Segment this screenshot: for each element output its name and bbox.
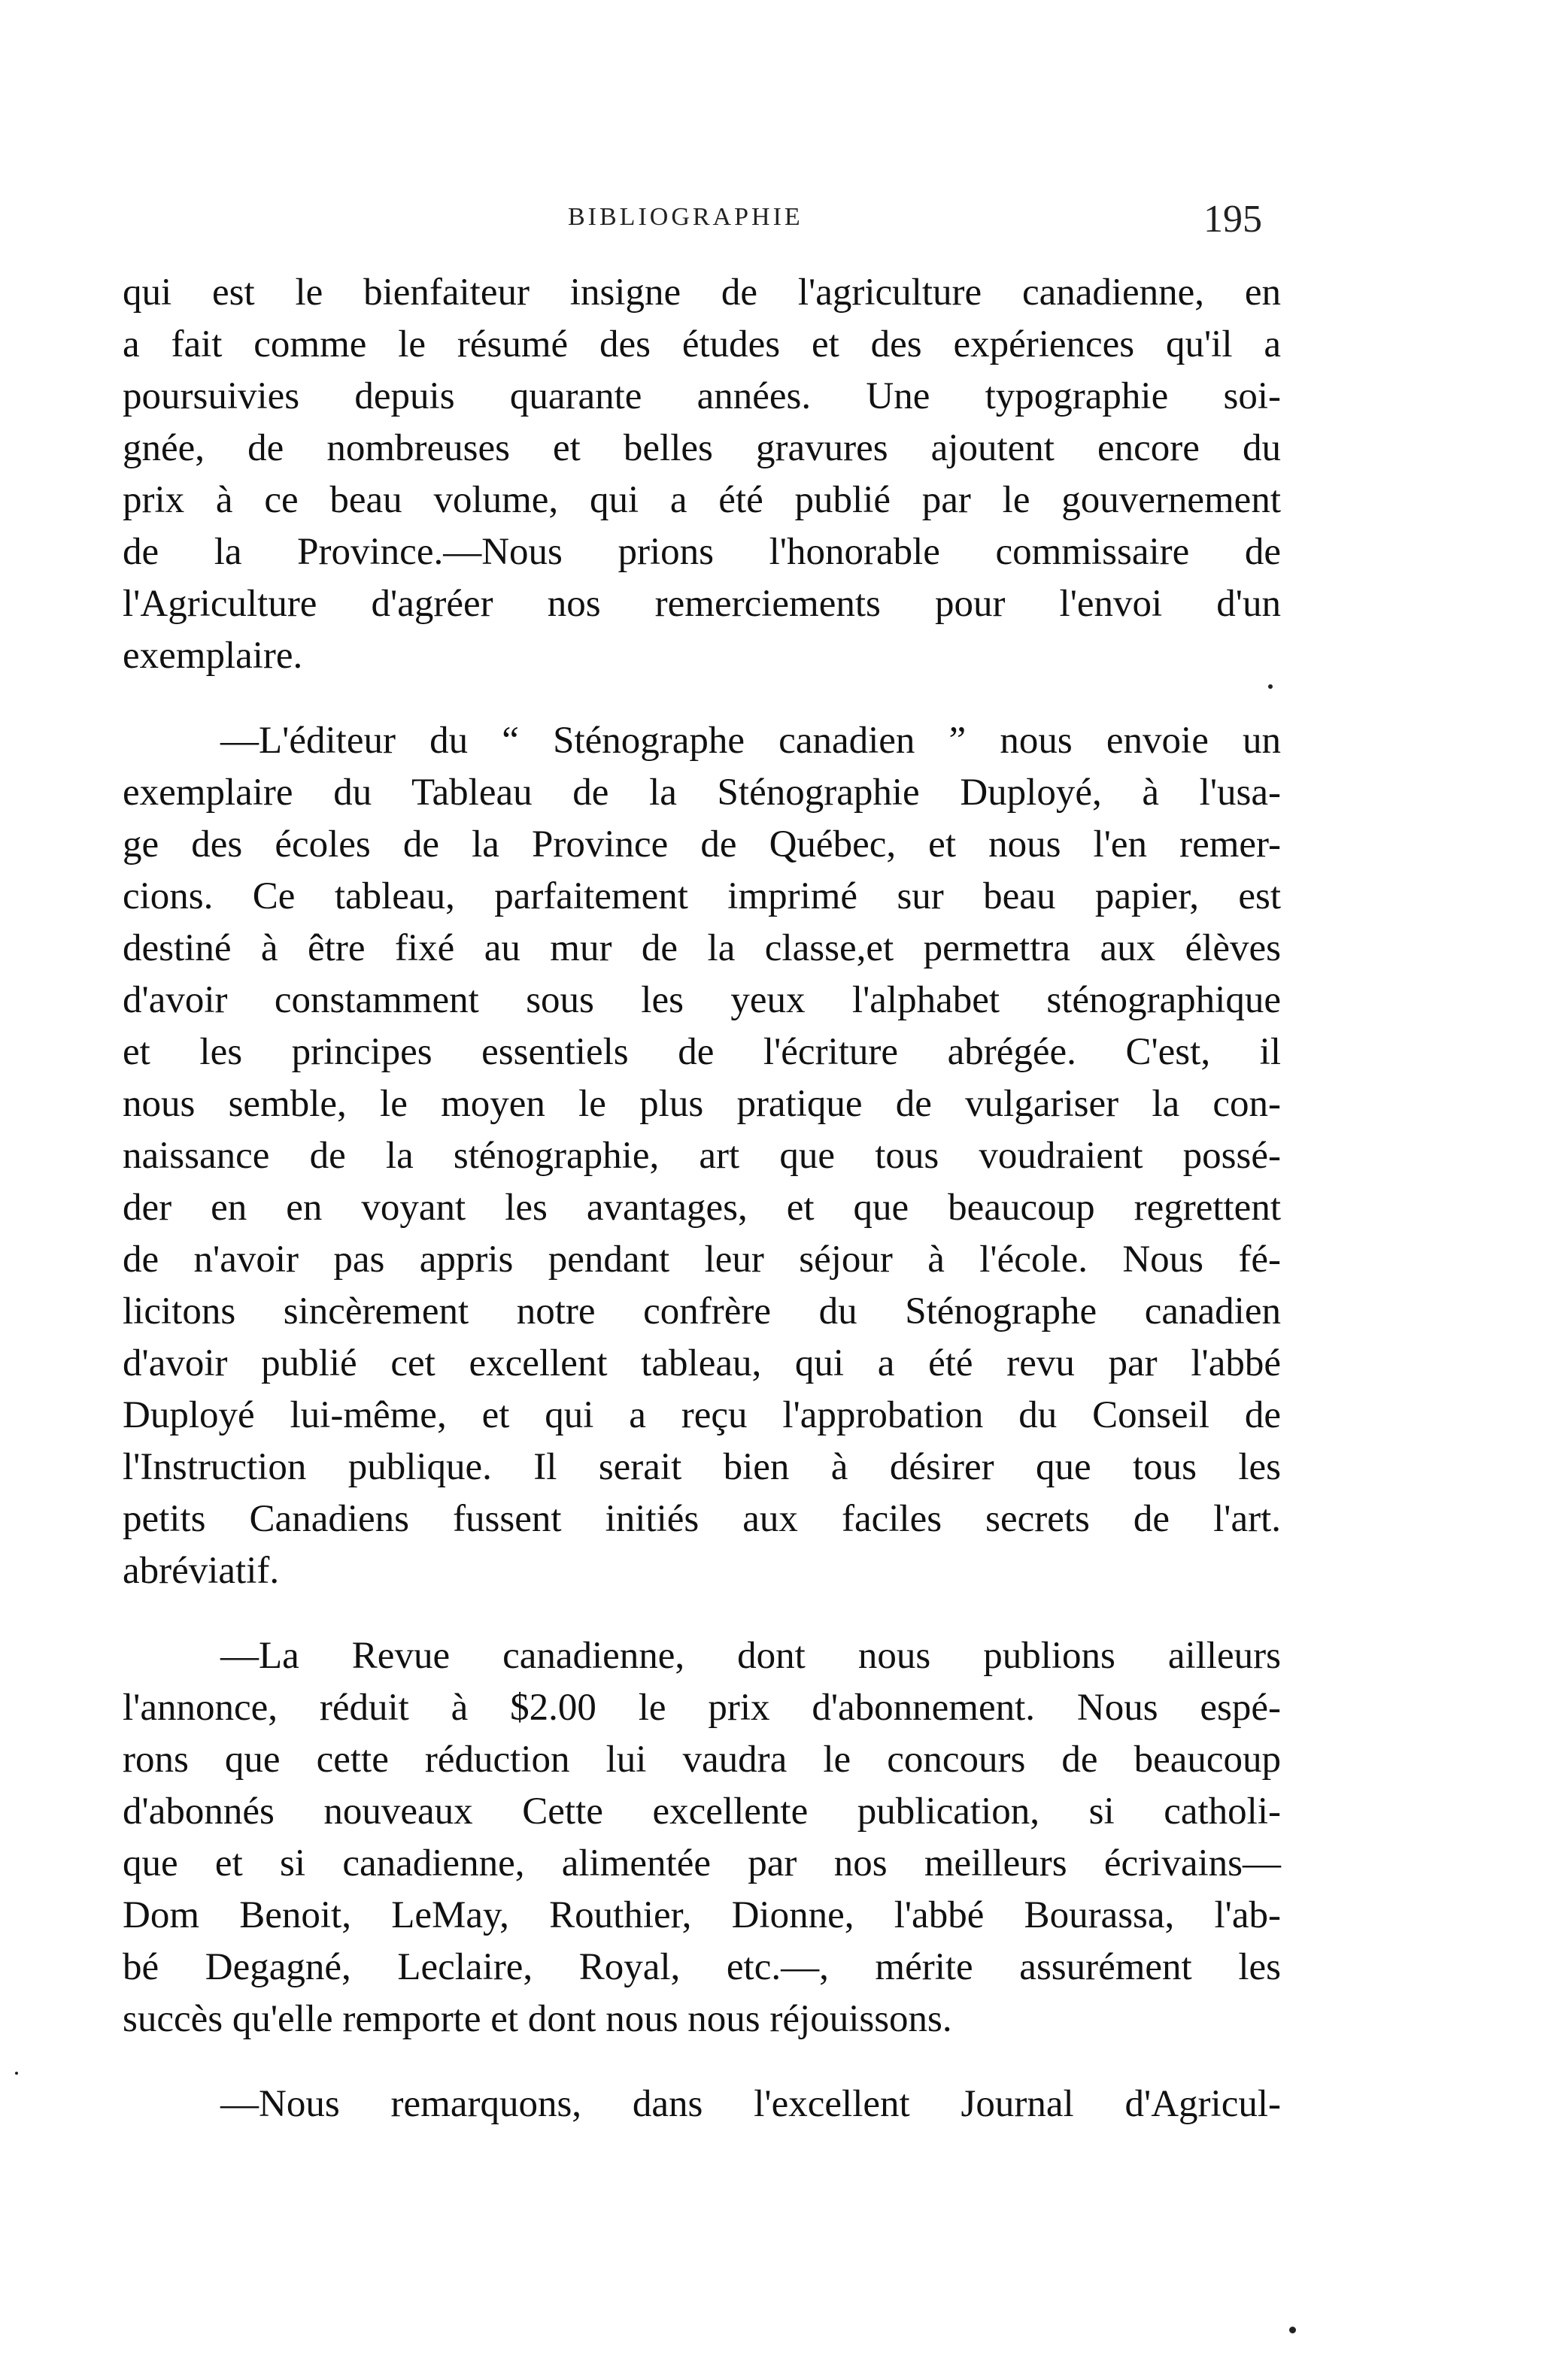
text-line: l'Instruction publique. Il serait bien à désirer que tous les bbox=[123, 1446, 1281, 1488]
text-line: rons que cette réduction lui vaudra le concours de beaucoup bbox=[123, 1739, 1281, 1781]
ink-speck bbox=[1289, 2327, 1296, 2333]
text-line: abréviatif. bbox=[123, 1550, 280, 1592]
text-line: licitons sincèrement notre confrère du Sténographe canadien bbox=[123, 1290, 1281, 1332]
text-line: destiné à être fixé au mur de la classe,et permettra aux élèves bbox=[123, 927, 1281, 969]
text-line: l'Agriculture d'agréer nos remerciements pour l'envoi d'un bbox=[123, 583, 1281, 625]
running-title: BIBLIOGRAPHIE bbox=[568, 203, 803, 231]
text-line: succès qu'elle remporte et dont nous nous réjouissons. bbox=[123, 1998, 952, 2040]
text-line: exemplaire. bbox=[123, 635, 303, 677]
text-line: naissance de la sténographie, art que tous voudraient possé- bbox=[123, 1135, 1281, 1177]
ink-speck bbox=[15, 2072, 18, 2075]
text-line: poursuivies depuis quarante années. Une typographie soi- bbox=[123, 375, 1281, 417]
text-line: d'avoir constamment sous les yeux l'alphabet sténographique bbox=[123, 979, 1281, 1021]
text-line: a fait comme le résumé des études et des expériences qu'il a bbox=[123, 323, 1281, 365]
text-line: —La Revue canadienne, dont nous publions ailleurs bbox=[220, 1635, 1281, 1677]
text-line: nous semble, le moyen le plus pratique de vulgariser la con- bbox=[123, 1083, 1281, 1125]
page-number: 195 bbox=[1203, 198, 1262, 241]
text-line: ge des écoles de la Province de Québec, et nous l'en remer- bbox=[123, 823, 1281, 866]
paragraph bbox=[123, 2078, 1281, 2130]
text-line: cions. Ce tableau, parfaitement imprimé sur beau papier, est bbox=[123, 875, 1281, 917]
text-line: d'avoir publié cet excellent tableau, qui a été revu par l'abbé bbox=[123, 1342, 1281, 1384]
body-text bbox=[123, 267, 1281, 2130]
text-line: petits Canadiens fussent initiés aux faciles secrets de l'art. bbox=[123, 1498, 1281, 1540]
text-line: de n'avoir pas appris pendant leur séjour à l'école. Nous fé- bbox=[123, 1239, 1281, 1281]
text-line: de la Province.—Nous prions l'honorable commissaire de bbox=[123, 531, 1281, 573]
ink-speck bbox=[1268, 684, 1273, 689]
text-line: gnée, de nombreuses et belles gravures ajoutent encore du bbox=[123, 427, 1281, 469]
text-line: —Nous remarquons, dans l'excellent Journal d'Agricul- bbox=[220, 2083, 1281, 2125]
paragraph bbox=[123, 1630, 1281, 2045]
text-line: que et si canadienne, alimentée par nos meilleurs écrivains— bbox=[123, 1842, 1281, 1884]
text-line: der en en voyant les avantages, et que beaucoup regrettent bbox=[123, 1187, 1281, 1229]
text-line: l'annonce, réduit à $2.00 le prix d'abonnement. Nous espé- bbox=[123, 1687, 1281, 1729]
page-header bbox=[0, 198, 1566, 248]
text-line: Duployé lui-même, et qui a reçu l'approbation du Conseil de bbox=[123, 1394, 1281, 1436]
text-line: et les principes essentiels de l'écriture abrégée. C'est, il bbox=[123, 1031, 1281, 1073]
text-line: d'abonnés nouveaux Cette excellente publication, si catholi- bbox=[123, 1790, 1281, 1833]
text-line: qui est le bienfaiteur insigne de l'agriculture canadienne, en bbox=[123, 271, 1281, 314]
text-line: exemplaire du Tableau de la Sténographie Duployé, à l'usa- bbox=[123, 772, 1281, 814]
text-line: bé Degagné, Leclaire, Royal, etc.—, mérite assurément les bbox=[123, 1946, 1281, 1988]
text-line: —L'éditeur du “ Sténographe canadien ” nous envoie un bbox=[220, 720, 1281, 762]
paragraph bbox=[123, 715, 1281, 1597]
paragraph bbox=[123, 267, 1281, 682]
text-line: prix à ce beau volume, qui a été publié par le gouvernement bbox=[123, 479, 1281, 521]
text-line: Dom Benoit, LeMay, Routhier, Dionne, l'abbé Bourassa, l'ab- bbox=[123, 1894, 1281, 1936]
